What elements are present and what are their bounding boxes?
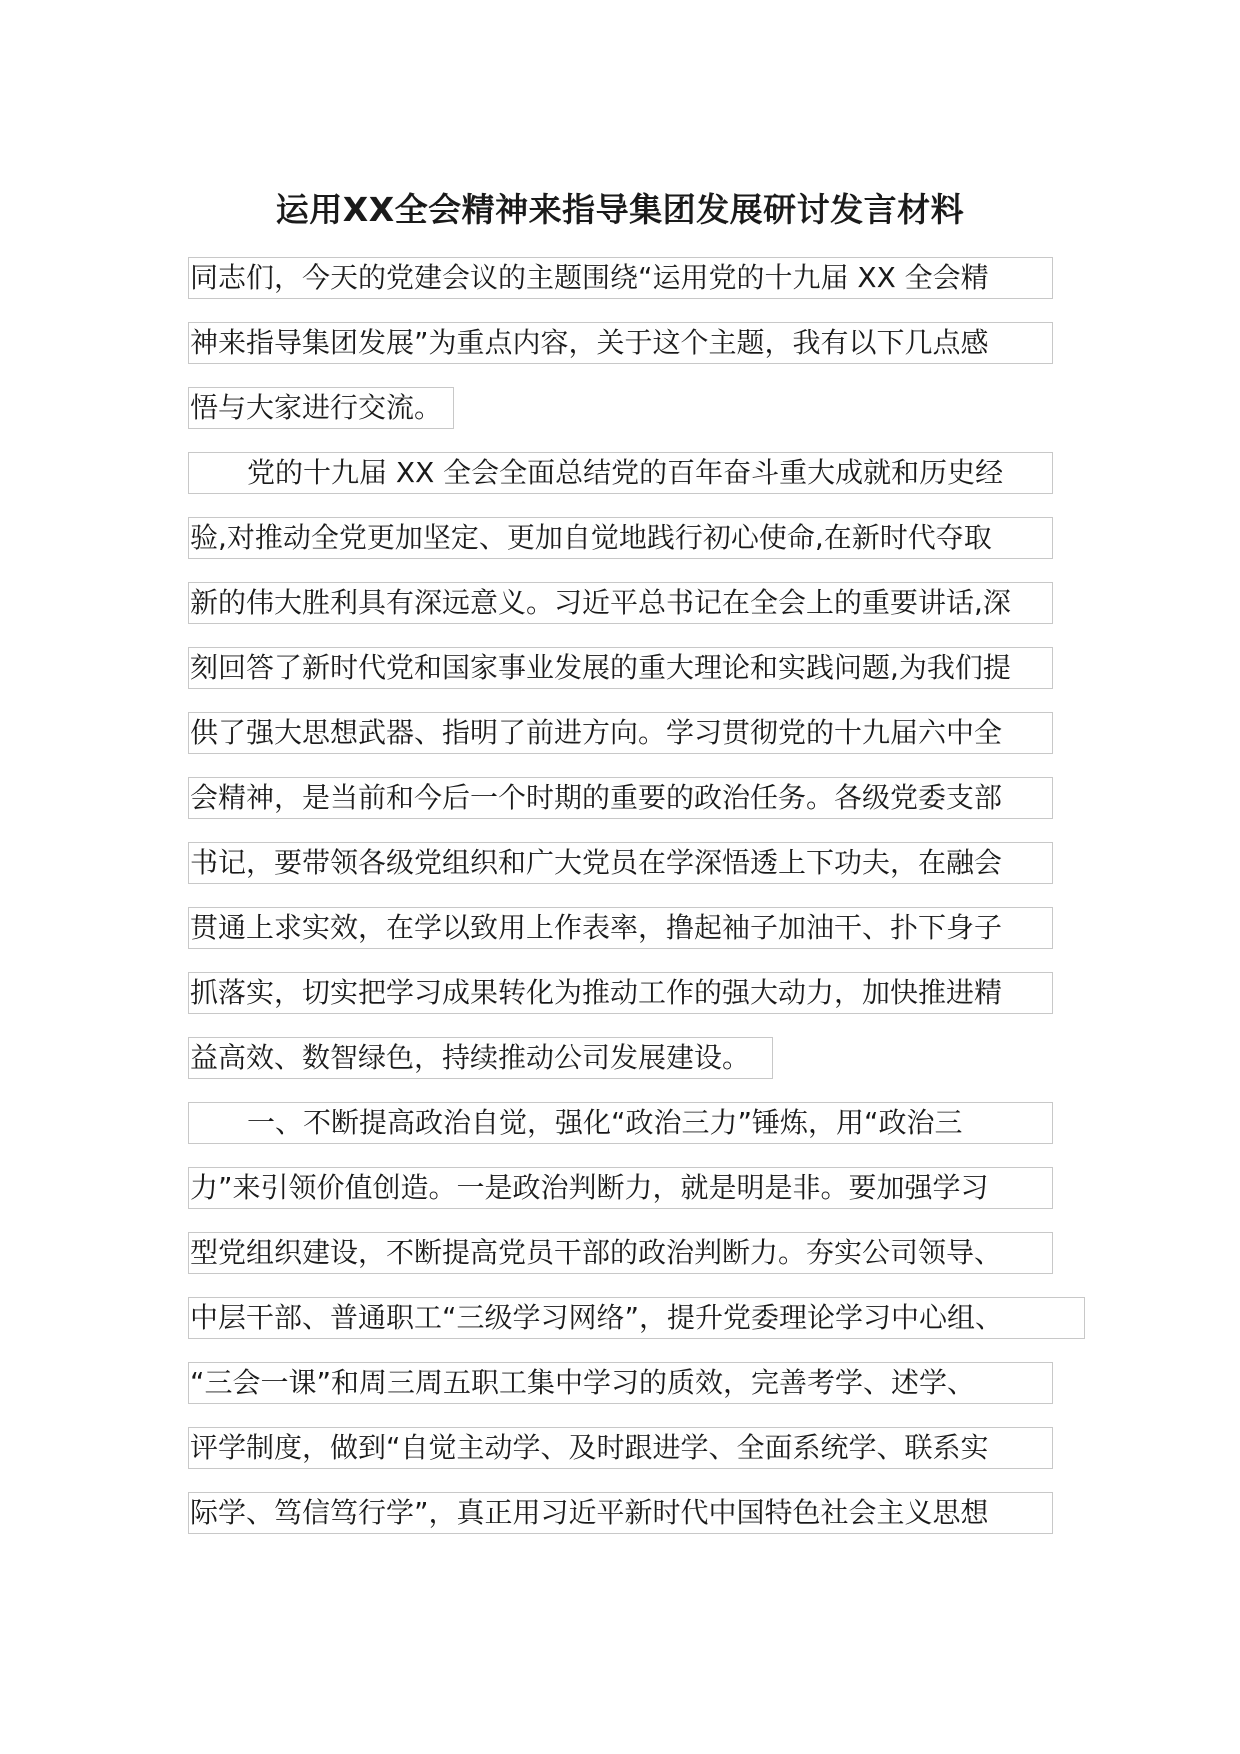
- text-line: 抓落实，切实把学习成果转化为推动工作的强大动力，加快推进精: [188, 972, 1053, 1014]
- text-line: 益高效、数智绿色，持续推动公司发展建设。: [188, 1037, 773, 1079]
- text-line: 同志们，今天的党建会议的主题围绕“运用党的十九届 XX 全会精: [188, 257, 1053, 299]
- text-line: “三会一课”和周三周五职工集中学习的质效，完善考学、述学、: [188, 1362, 1053, 1404]
- text-line: 书记，要带领各级党组织和广大党员在学深悟透上下功夫，在融会: [188, 842, 1053, 884]
- text-line: 党的十九届 XX 全会全面总结党的百年奋斗重大成就和历史经: [188, 452, 1053, 494]
- text-line: 力”来引领价值创造。一是政治判断力，就是明是非。要加强学习: [188, 1167, 1053, 1209]
- text-line: 型党组织建设，不断提高党员干部的政治判断力。夯实公司领导、: [188, 1232, 1053, 1274]
- text-line: 验,对推动全党更加坚定、更加自觉地践行初心使命,在新时代夺取: [188, 517, 1053, 559]
- text-line: 新的伟大胜利具有深远意义。习近平总书记在全会上的重要讲话,深: [188, 582, 1053, 624]
- text-line: 神来指导集团发展”为重点内容，关于这个主题，我有以下几点感: [188, 322, 1053, 364]
- text-line: 会精神，是当前和今后一个时期的重要的政治任务。各级党委支部: [188, 777, 1053, 819]
- text-line: 贯通上求实效，在学以致用上作表率，撸起袖子加油干、扑下身子: [188, 907, 1053, 949]
- document-body: [188, 254, 1128, 1554]
- text-line: 刻回答了新时代党和国家事业发展的重大理论和实践问题,为我们提: [188, 647, 1053, 689]
- text-line: 评学制度，做到“自觉主动学、及时跟进学、全面系统学、联系实: [188, 1427, 1053, 1469]
- text-line: 悟与大家进行交流。: [188, 387, 454, 429]
- document-title: 运用XX全会精神来指导集团发展研讨发言材料: [275, 190, 965, 229]
- text-line: 供了强大思想武器、指明了前进方向。学习贯彻党的十九届六中全: [188, 712, 1053, 754]
- text-line: 一、不断提高政治自觉，强化“政治三力”锤炼，用“政治三: [188, 1102, 1053, 1144]
- text-line: 中层干部、普通职工“三级学习网络”，提升党委理论学习中心组、: [188, 1297, 1085, 1339]
- text-line: 际学、笃信笃行学”，真正用习近平新时代中国特色社会主义思想: [188, 1492, 1053, 1534]
